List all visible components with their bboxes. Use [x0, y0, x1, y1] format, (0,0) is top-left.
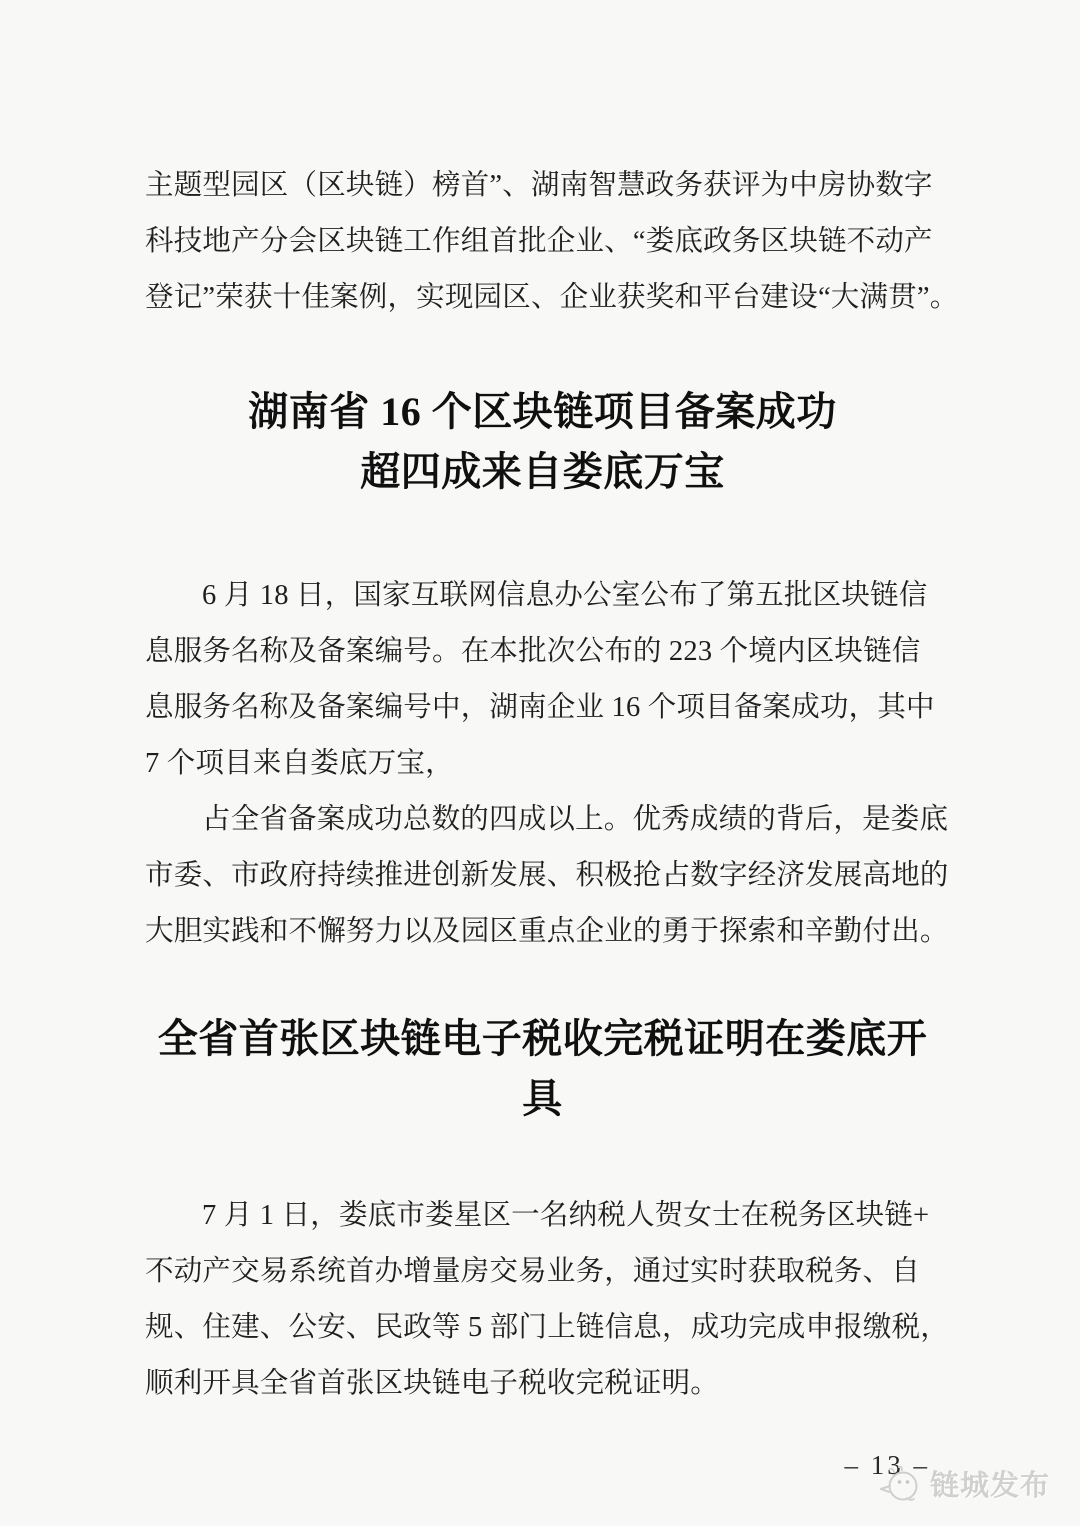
text-line: 不动产交易系统首办增量房交易业务，通过实时获取税务、自	[145, 1256, 920, 1287]
section1-paragraph-1	[145, 568, 940, 792]
text-line: 湖南省 16 个区块链项目备案成功	[248, 389, 837, 434]
text-line: 占全省备案成功总数的四成以上。优秀成绩的背后，是娄底	[202, 804, 949, 835]
text-line: 息服务名称及备案编号。在本批次公布的 223 个境内区块链信	[145, 636, 921, 667]
text-line: 6 月 18 日，国家互联网信息办公室公布了第五批区块链信	[202, 580, 928, 611]
section1-paragraph-2	[145, 792, 949, 960]
text-line: 顺利开具全省首张区块链电子税收完税证明。	[145, 1368, 720, 1399]
chick-mascot-icon	[877, 1464, 923, 1504]
text-line: 规、住建、公安、民政等 5 部门上链信息，成功完成申报缴税，	[145, 1312, 950, 1343]
text-line: 大胆实践和不懈努力以及园区重点企业的勇于探索和辛勤付出。	[145, 916, 949, 947]
section1-heading	[145, 382, 940, 502]
text-line: 全省首张区块链电子税收完税证明在娄底开具	[157, 1016, 928, 1121]
text-line: 科技地产分会区块链工作组首批企业、“娄底政务区块链不动产	[145, 226, 933, 257]
text-line: 7 个项目来自娄底万宝，	[145, 748, 454, 779]
text-line: 超四成来自娄底万宝	[360, 449, 725, 494]
text-line: 7 月 1 日，娄底市娄星区一名纳税人贺女士在税务区块链+	[202, 1200, 930, 1231]
paragraph-continuation	[145, 158, 959, 326]
page-number: – 13 –	[844, 1450, 930, 1480]
watermark-label: 链城发布	[929, 1470, 1050, 1502]
text-line: 主题型园区（区块链）榜首”、湖南智慧政务获评为中房协数字	[145, 170, 933, 201]
watermark	[877, 1463, 1050, 1504]
text-line: 息服务名称及备案编号中，湖南企业 16 个项目备案成功，其中	[145, 692, 935, 723]
section2-heading	[145, 1009, 940, 1129]
text-line: 登记”荣获十佳案例，实现园区、企业获奖和平台建设“大满贯”。	[145, 282, 959, 313]
section2-paragraph-1	[145, 1188, 950, 1412]
text-line: 市委、市政府持续推进创新发展、积极抢占数字经济发展高地的	[145, 860, 949, 891]
